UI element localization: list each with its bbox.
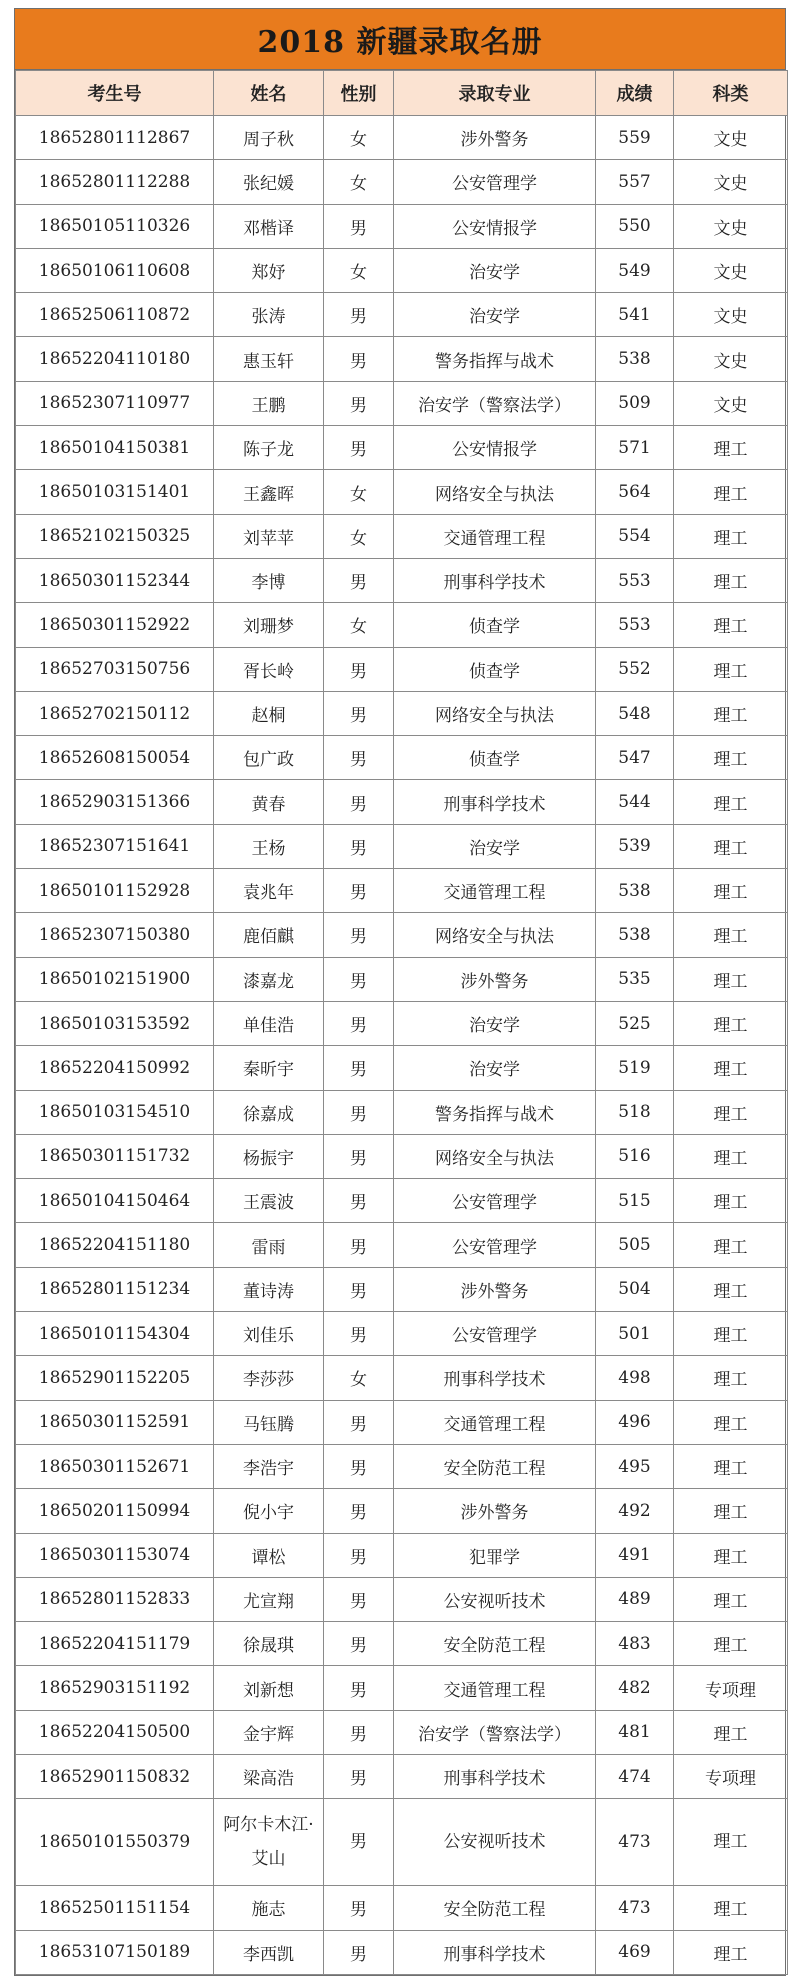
sex-cell: 女 — [324, 514, 394, 558]
sex-cell: 男 — [324, 736, 394, 780]
exam-id-cell: 18652608150054 — [16, 736, 214, 780]
score-cell: 539 — [596, 824, 674, 868]
category-cell: 文史 — [674, 337, 788, 381]
sex-cell: 男 — [324, 1179, 394, 1223]
score-cell: 518 — [596, 1090, 674, 1134]
table-row — [16, 470, 788, 514]
category-cell: 文史 — [674, 248, 788, 292]
page-title: 2018 新疆录取名册 — [257, 25, 543, 60]
table-row — [16, 869, 788, 913]
name-cell: 张纪媛 — [214, 160, 324, 204]
name-cell: 李博 — [214, 558, 324, 602]
score-cell: 495 — [596, 1444, 674, 1488]
sex-cell: 男 — [324, 780, 394, 824]
major-cell: 警务指挥与战术 — [394, 1090, 596, 1134]
category-cell: 理工 — [674, 780, 788, 824]
exam-id-cell: 18652307110977 — [16, 381, 214, 425]
table-row — [16, 1799, 788, 1886]
name-cell: 赵桐 — [214, 691, 324, 735]
category-cell: 理工 — [674, 470, 788, 514]
exam-id-cell: 18652801112288 — [16, 160, 214, 204]
exam-id-cell: 18652801151234 — [16, 1267, 214, 1311]
sex-cell: 男 — [324, 1754, 394, 1798]
name-cell: 梁高浩 — [214, 1754, 324, 1798]
category-cell: 文史 — [674, 293, 788, 337]
score-cell: 516 — [596, 1134, 674, 1178]
score-cell: 483 — [596, 1622, 674, 1666]
score-cell: 496 — [596, 1400, 674, 1444]
major-cell: 治安学 — [394, 1001, 596, 1045]
sex-cell: 男 — [324, 293, 394, 337]
major-cell: 公安管理学 — [394, 1312, 596, 1356]
score-cell: 564 — [596, 470, 674, 514]
category-cell: 理工 — [674, 1134, 788, 1178]
sex-cell: 女 — [324, 603, 394, 647]
table-row — [16, 1444, 788, 1488]
sex-cell: 男 — [324, 1312, 394, 1356]
score-cell: 538 — [596, 337, 674, 381]
exam-id-cell: 18652204151179 — [16, 1622, 214, 1666]
table-row — [16, 824, 788, 868]
major-cell: 侦查学 — [394, 647, 596, 691]
exam-id-cell: 18652204110180 — [16, 337, 214, 381]
score-cell: 538 — [596, 869, 674, 913]
category-cell: 理工 — [674, 1930, 788, 1974]
category-cell: 理工 — [674, 1886, 788, 1930]
table-row — [16, 957, 788, 1001]
name-cell: 鹿佰麒 — [214, 913, 324, 957]
major-cell: 刑事科学技术 — [394, 558, 596, 602]
table-row — [16, 1489, 788, 1533]
table-row — [16, 1930, 788, 1974]
name-cell: 王鹏 — [214, 381, 324, 425]
major-cell: 交通管理工程 — [394, 1400, 596, 1444]
score-cell: 498 — [596, 1356, 674, 1400]
table-row — [16, 381, 788, 425]
sex-cell: 男 — [324, 1577, 394, 1621]
name-cell: 施志 — [214, 1886, 324, 1930]
table-row — [16, 1134, 788, 1178]
category-cell: 理工 — [674, 558, 788, 602]
exam-id-cell: 18650104150464 — [16, 1179, 214, 1223]
major-cell: 治安学（警察法学） — [394, 1710, 596, 1754]
exam-id-cell: 18650101154304 — [16, 1312, 214, 1356]
name-cell: 王鑫晖 — [214, 470, 324, 514]
name-cell: 黄春 — [214, 780, 324, 824]
major-cell: 交通管理工程 — [394, 1666, 596, 1710]
major-cell: 安全防范工程 — [394, 1444, 596, 1488]
category-cell: 理工 — [674, 1267, 788, 1311]
score-cell: 535 — [596, 957, 674, 1001]
exam-id-cell: 18650103154510 — [16, 1090, 214, 1134]
name-cell: 金宇辉 — [214, 1710, 324, 1754]
name-cell: 王杨 — [214, 824, 324, 868]
major-cell: 公安管理学 — [394, 1223, 596, 1267]
category-cell: 理工 — [674, 1489, 788, 1533]
score-cell: 481 — [596, 1710, 674, 1754]
sex-cell: 男 — [324, 337, 394, 381]
sex-cell: 男 — [324, 913, 394, 957]
exam-id-cell: 18652901150832 — [16, 1754, 214, 1798]
category-cell: 理工 — [674, 1356, 788, 1400]
table-row — [16, 293, 788, 337]
category-cell: 理工 — [674, 426, 788, 470]
score-cell: 550 — [596, 204, 674, 248]
score-cell: 553 — [596, 558, 674, 602]
major-cell: 网络安全与执法 — [394, 691, 596, 735]
roster-table — [15, 70, 788, 1975]
name-cell: 刘佳乐 — [214, 1312, 324, 1356]
table-row — [16, 1179, 788, 1223]
exam-id-cell: 18652204150500 — [16, 1710, 214, 1754]
major-cell: 交通管理工程 — [394, 869, 596, 913]
exam-id-cell: 18652501151154 — [16, 1886, 214, 1930]
score-cell: 509 — [596, 381, 674, 425]
table-row — [16, 1090, 788, 1134]
score-cell: 559 — [596, 116, 674, 160]
sex-cell: 男 — [324, 381, 394, 425]
exam-id-cell: 18652307151641 — [16, 824, 214, 868]
score-cell: 505 — [596, 1223, 674, 1267]
roster-body — [16, 116, 788, 1975]
score-cell: 541 — [596, 293, 674, 337]
major-cell: 涉外警务 — [394, 1489, 596, 1533]
score-cell: 557 — [596, 160, 674, 204]
major-cell: 治安学 — [394, 293, 596, 337]
sex-cell: 男 — [324, 824, 394, 868]
major-cell: 公安情报学 — [394, 204, 596, 248]
name-cell: 包广政 — [214, 736, 324, 780]
table-row — [16, 1046, 788, 1090]
category-cell: 理工 — [674, 647, 788, 691]
score-cell: 553 — [596, 603, 674, 647]
major-cell: 刑事科学技术 — [394, 1930, 596, 1974]
exam-id-cell: 18652204150992 — [16, 1046, 214, 1090]
sex-cell: 男 — [324, 647, 394, 691]
table-row — [16, 1622, 788, 1666]
exam-id-cell: 18650103153592 — [16, 1001, 214, 1045]
sex-cell: 男 — [324, 1001, 394, 1045]
score-cell: 538 — [596, 913, 674, 957]
category-cell: 文史 — [674, 204, 788, 248]
sex-cell: 女 — [324, 116, 394, 160]
name-cell: 邓楷译 — [214, 204, 324, 248]
sex-cell: 男 — [324, 869, 394, 913]
exam-id-cell: 18650201150994 — [16, 1489, 214, 1533]
header-category: 科类 — [674, 71, 788, 116]
major-cell: 刑事科学技术 — [394, 1754, 596, 1798]
name-cell: 谭松 — [214, 1533, 324, 1577]
exam-id-cell: 18650301151732 — [16, 1134, 214, 1178]
category-cell: 理工 — [674, 1223, 788, 1267]
name-cell: 刘新想 — [214, 1666, 324, 1710]
exam-id-cell: 18652102150325 — [16, 514, 214, 558]
name-cell: 董诗涛 — [214, 1267, 324, 1311]
score-cell: 547 — [596, 736, 674, 780]
name-cell: 雷雨 — [214, 1223, 324, 1267]
category-cell: 理工 — [674, 1799, 788, 1886]
exam-id-cell: 18652801112867 — [16, 116, 214, 160]
table-row — [16, 736, 788, 780]
major-cell: 治安学 — [394, 1046, 596, 1090]
category-cell: 理工 — [674, 913, 788, 957]
exam-id-cell: 18650101152928 — [16, 869, 214, 913]
name-cell: 徐晟琪 — [214, 1622, 324, 1666]
score-cell: 473 — [596, 1886, 674, 1930]
exam-id-cell: 18650103151401 — [16, 470, 214, 514]
name-cell: 马钰腾 — [214, 1400, 324, 1444]
exam-id-cell: 18650104150381 — [16, 426, 214, 470]
title-bar — [15, 9, 785, 70]
category-cell: 理工 — [674, 869, 788, 913]
score-cell: 501 — [596, 1312, 674, 1356]
exam-id-cell: 18652506110872 — [16, 293, 214, 337]
name-cell: 郑妤 — [214, 248, 324, 292]
table-row — [16, 1754, 788, 1798]
name-cell: 李西凯 — [214, 1930, 324, 1974]
major-cell: 侦查学 — [394, 736, 596, 780]
score-cell: 491 — [596, 1533, 674, 1577]
sex-cell: 男 — [324, 1489, 394, 1533]
score-cell: 482 — [596, 1666, 674, 1710]
score-cell: 469 — [596, 1930, 674, 1974]
name-cell: 刘苹苹 — [214, 514, 324, 558]
exam-id-cell: 18650105110326 — [16, 204, 214, 248]
score-cell: 548 — [596, 691, 674, 735]
table-row — [16, 1533, 788, 1577]
table-row — [16, 913, 788, 957]
score-cell: 504 — [596, 1267, 674, 1311]
exam-id-cell: 18652903151366 — [16, 780, 214, 824]
table-row — [16, 514, 788, 558]
category-cell: 理工 — [674, 514, 788, 558]
exam-id-cell: 18653107150189 — [16, 1930, 214, 1974]
table-row — [16, 1577, 788, 1621]
major-cell: 安全防范工程 — [394, 1886, 596, 1930]
score-cell: 554 — [596, 514, 674, 558]
name-cell: 张涛 — [214, 293, 324, 337]
sex-cell: 男 — [324, 1223, 394, 1267]
major-cell: 涉外警务 — [394, 957, 596, 1001]
sex-cell: 男 — [324, 1799, 394, 1886]
sex-cell: 男 — [324, 1622, 394, 1666]
score-cell: 544 — [596, 780, 674, 824]
sex-cell: 男 — [324, 204, 394, 248]
category-cell: 理工 — [674, 1001, 788, 1045]
exam-id-cell: 18650301152922 — [16, 603, 214, 647]
name-cell: 秦昕宇 — [214, 1046, 324, 1090]
header-score: 成绩 — [596, 71, 674, 116]
header-major: 录取专业 — [394, 71, 596, 116]
category-cell: 理工 — [674, 1400, 788, 1444]
header-sex: 性别 — [324, 71, 394, 116]
major-cell: 治安学 — [394, 824, 596, 868]
exam-id-cell: 18650106110608 — [16, 248, 214, 292]
score-cell: 492 — [596, 1489, 674, 1533]
table-row — [16, 780, 788, 824]
category-cell: 理工 — [674, 1622, 788, 1666]
exam-id-cell: 18652307150380 — [16, 913, 214, 957]
major-cell: 侦查学 — [394, 603, 596, 647]
major-cell: 涉外警务 — [394, 116, 596, 160]
sex-cell: 女 — [324, 160, 394, 204]
header-exam-id: 考生号 — [16, 71, 214, 116]
score-cell: 489 — [596, 1577, 674, 1621]
sex-cell: 男 — [324, 1533, 394, 1577]
exam-id-cell: 18650301153074 — [16, 1533, 214, 1577]
sex-cell: 男 — [324, 691, 394, 735]
header-row — [16, 71, 788, 116]
category-cell: 理工 — [674, 1710, 788, 1754]
major-cell: 公安视听技术 — [394, 1577, 596, 1621]
table-row — [16, 1001, 788, 1045]
table-row — [16, 1666, 788, 1710]
score-cell: 571 — [596, 426, 674, 470]
major-cell: 公安管理学 — [394, 160, 596, 204]
exam-id-cell: 18652801152833 — [16, 1577, 214, 1621]
major-cell: 治安学（警察法学） — [394, 381, 596, 425]
major-cell: 安全防范工程 — [394, 1622, 596, 1666]
score-cell: 474 — [596, 1754, 674, 1798]
sex-cell: 女 — [324, 1356, 394, 1400]
category-cell: 文史 — [674, 160, 788, 204]
exam-id-cell: 18650102151900 — [16, 957, 214, 1001]
category-cell: 文史 — [674, 381, 788, 425]
score-cell: 549 — [596, 248, 674, 292]
score-cell: 473 — [596, 1799, 674, 1886]
name-cell: 阿尔卡木江·艾山 — [214, 1799, 324, 1886]
sex-cell: 男 — [324, 1666, 394, 1710]
name-cell: 惠玉轩 — [214, 337, 324, 381]
name-cell: 杨振宇 — [214, 1134, 324, 1178]
major-cell: 网络安全与执法 — [394, 913, 596, 957]
header-name: 姓名 — [214, 71, 324, 116]
name-cell: 徐嘉成 — [214, 1090, 324, 1134]
sex-cell: 女 — [324, 248, 394, 292]
exam-id-cell: 18650301152344 — [16, 558, 214, 602]
sex-cell: 男 — [324, 1886, 394, 1930]
sex-cell: 男 — [324, 1134, 394, 1178]
exam-id-cell: 18652901152205 — [16, 1356, 214, 1400]
major-cell: 公安视听技术 — [394, 1799, 596, 1886]
exam-id-cell: 18652702150112 — [16, 691, 214, 735]
table-row — [16, 160, 788, 204]
table-row — [16, 1400, 788, 1444]
exam-id-cell: 18652903151192 — [16, 1666, 214, 1710]
name-cell: 倪小宇 — [214, 1489, 324, 1533]
table-row — [16, 1710, 788, 1754]
major-cell: 刑事科学技术 — [394, 1356, 596, 1400]
major-cell: 刑事科学技术 — [394, 780, 596, 824]
major-cell: 公安管理学 — [394, 1179, 596, 1223]
table-row — [16, 337, 788, 381]
name-cell: 刘珊梦 — [214, 603, 324, 647]
name-cell: 李浩宇 — [214, 1444, 324, 1488]
admission-roster — [14, 8, 786, 1976]
category-cell: 理工 — [674, 1312, 788, 1356]
exam-id-cell: 18650101550379 — [16, 1799, 214, 1886]
major-cell: 交通管理工程 — [394, 514, 596, 558]
major-cell: 涉外警务 — [394, 1267, 596, 1311]
exam-id-cell: 18652204151180 — [16, 1223, 214, 1267]
major-cell: 网络安全与执法 — [394, 470, 596, 514]
category-cell: 专项理 — [674, 1754, 788, 1798]
table-row — [16, 1886, 788, 1930]
name-cell: 袁兆年 — [214, 869, 324, 913]
major-cell: 网络安全与执法 — [394, 1134, 596, 1178]
table-row — [16, 248, 788, 292]
table-row — [16, 204, 788, 248]
category-cell: 文史 — [674, 116, 788, 160]
major-cell: 警务指挥与战术 — [394, 337, 596, 381]
sex-cell: 男 — [324, 558, 394, 602]
sex-cell: 男 — [324, 1710, 394, 1754]
score-cell: 519 — [596, 1046, 674, 1090]
exam-id-cell: 18650301152591 — [16, 1400, 214, 1444]
sex-cell: 男 — [324, 1090, 394, 1134]
name-cell: 李莎莎 — [214, 1356, 324, 1400]
category-cell: 理工 — [674, 1533, 788, 1577]
name-cell: 漆嘉龙 — [214, 957, 324, 1001]
table-row — [16, 691, 788, 735]
exam-id-cell: 18650301152671 — [16, 1444, 214, 1488]
category-cell: 理工 — [674, 691, 788, 735]
sex-cell: 男 — [324, 1444, 394, 1488]
table-row — [16, 116, 788, 160]
sex-cell: 男 — [324, 1267, 394, 1311]
table-row — [16, 1223, 788, 1267]
category-cell: 理工 — [674, 1577, 788, 1621]
score-cell: 515 — [596, 1179, 674, 1223]
category-cell: 理工 — [674, 603, 788, 647]
score-cell: 525 — [596, 1001, 674, 1045]
category-cell: 理工 — [674, 736, 788, 780]
table-row — [16, 647, 788, 691]
table-row — [16, 1312, 788, 1356]
name-cell: 周子秋 — [214, 116, 324, 160]
sex-cell: 男 — [324, 957, 394, 1001]
table-row — [16, 426, 788, 470]
table-row — [16, 1356, 788, 1400]
name-cell: 尤宣翔 — [214, 1577, 324, 1621]
table-row — [16, 558, 788, 602]
sex-cell: 男 — [324, 426, 394, 470]
table-row — [16, 1267, 788, 1311]
sex-cell: 男 — [324, 1400, 394, 1444]
name-cell: 胥长岭 — [214, 647, 324, 691]
score-cell: 552 — [596, 647, 674, 691]
category-cell: 专项理 — [674, 1666, 788, 1710]
exam-id-cell: 18652703150756 — [16, 647, 214, 691]
sex-cell: 男 — [324, 1930, 394, 1974]
sex-cell: 女 — [324, 470, 394, 514]
major-cell: 公安情报学 — [394, 426, 596, 470]
category-cell: 理工 — [674, 824, 788, 868]
name-cell: 单佳浩 — [214, 1001, 324, 1045]
name-cell: 王震波 — [214, 1179, 324, 1223]
table-row — [16, 603, 788, 647]
major-cell: 治安学 — [394, 248, 596, 292]
major-cell: 犯罪学 — [394, 1533, 596, 1577]
category-cell: 理工 — [674, 1090, 788, 1134]
category-cell: 理工 — [674, 1444, 788, 1488]
name-cell: 陈子龙 — [214, 426, 324, 470]
category-cell: 理工 — [674, 1179, 788, 1223]
category-cell: 理工 — [674, 1046, 788, 1090]
sex-cell: 男 — [324, 1046, 394, 1090]
category-cell: 理工 — [674, 957, 788, 1001]
